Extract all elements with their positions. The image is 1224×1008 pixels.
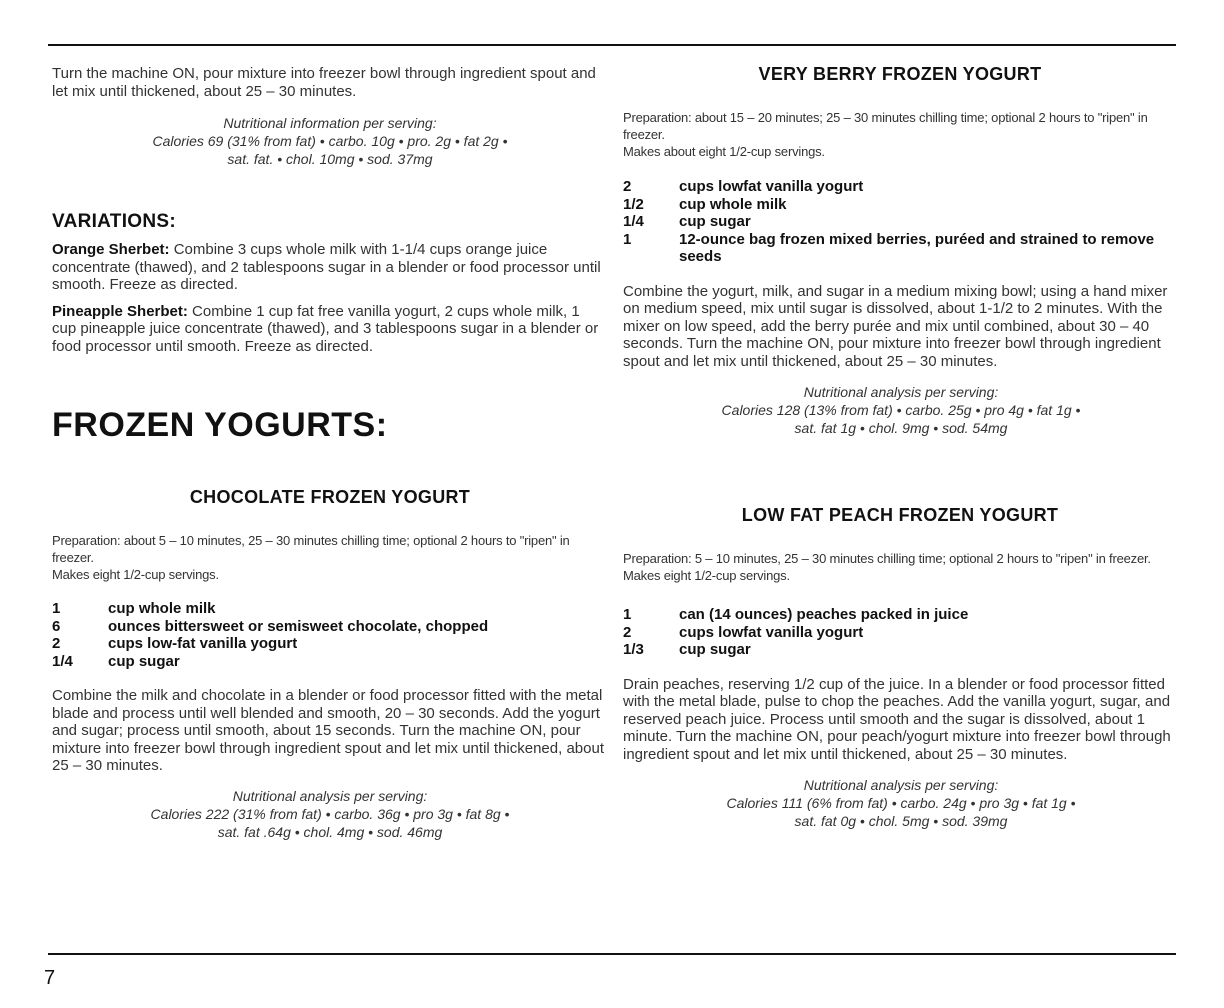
chocolate-title: CHOCOLATE FROZEN YOGURT <box>189 487 471 507</box>
nutrition-line2: sat. fat 1g • chol. 9mg • sod. 54mg <box>794 420 1008 436</box>
nutrition-line2: sat. fat. • chol. 10mg • sod. 37mg <box>227 151 433 167</box>
ingredient-text: cup sugar <box>679 641 751 658</box>
nutrition-line1: Calories 222 (31% from fat) • carbo. 36g • pro 3g • fat 8g • <box>150 805 510 822</box>
ingredient-row <box>623 178 1179 196</box>
left-intro <box>52 65 608 168</box>
ingredient-row <box>623 641 1179 659</box>
bottom-rule <box>48 953 1176 955</box>
ingredient-row <box>52 653 608 671</box>
nutrition-line2: sat. fat 0g • chol. 5mg • sod. 39mg <box>794 813 1008 829</box>
nutrition-line1: Calories 128 (13% from fat) • carbo. 25g • pro 4g • fat 1g • <box>721 402 1081 418</box>
variations-block <box>52 211 608 355</box>
ingredient-row <box>623 231 1179 266</box>
berry-prep: Preparation: about 15 – 20 minutes; 25 – 30 minutes chilling time; optional 2 hours to "ripen" in freezer. <box>623 110 1148 142</box>
ingredient-text: cup sugar <box>679 213 751 230</box>
ingredient-qty: 2 <box>623 623 632 641</box>
chocolate-ingredients <box>52 600 608 670</box>
ingredient-row <box>623 606 1179 624</box>
section-title: FROZEN YOGURTS: <box>52 406 388 444</box>
ingredient-row <box>52 635 608 653</box>
ingredient-qty: 1 <box>52 600 61 617</box>
berry-ingredients <box>623 178 1179 266</box>
ingredient-qty: 1/4 <box>623 213 644 230</box>
ingredient-qty: 6 <box>52 617 61 635</box>
ingredient-row <box>52 618 608 636</box>
variation-name: Pineapple Sherbet: <box>52 302 188 320</box>
intro-text: Turn the machine ON, pour mixture into freezer bowl through ingredient spout and let mix until thickened, about 25 – 30 minutes. <box>52 65 596 100</box>
nutrition-line1: Calories 69 (31% from fat) • carbo. 10g • pro. 2g • fat 2g • <box>152 133 508 149</box>
nutrition-heading: Nutritional analysis per serving: <box>232 787 428 804</box>
ingredient-text: cup whole milk <box>679 195 787 213</box>
ingredient-row <box>623 213 1179 231</box>
peach-method: Drain peaches, reserving 1/2 cup of the juice. In a blender or food processor fitted with the metal blade, pulse to chop the peaches. Add the vanilla yogurt, sugar, and reserved peach juice. Process until smooth and the sugar is dissolved, about 1 minute. Turn the machine ON, pour peach/yogurt mixture into freezer bowl through ingredient spout and let mix until thickened, about 25 – 30 minutes. <box>623 675 1171 763</box>
variation-text: Combine 3 cups whole milk with 1-1/4 cups orange juice concentrate (thawed), and 2 tablespoons sugar in a blender or food processor until smooth. Freeze as directed. <box>52 241 601 293</box>
ingredient-qty: 2 <box>623 178 632 195</box>
variation-name: Orange Sherbet: <box>52 241 170 258</box>
ingredient-qty: 1/4 <box>52 652 73 670</box>
berry-title: VERY BERRY FROZEN YOGURT <box>758 64 1042 84</box>
ingredient-row <box>623 196 1179 214</box>
chocolate-makes: Makes eight 1/2-cup servings. <box>52 567 219 582</box>
variations-title: VARIATIONS: <box>52 211 176 232</box>
peach-title: LOW FAT PEACH FROZEN YOGURT <box>741 505 1059 525</box>
ingredient-row <box>52 600 608 618</box>
ingredient-row <box>623 624 1179 642</box>
ingredient-text: cups lowfat vanilla yogurt <box>679 178 864 195</box>
ingredient-qty: 1 <box>623 606 632 623</box>
top-rule <box>48 44 1176 46</box>
chocolate-recipe <box>52 532 608 841</box>
chocolate-prep: Preparation: about 5 – 10 minutes, 25 – 30 minutes chilling time; optional 2 hours to "ripen" in freezer. <box>52 533 570 565</box>
ingredient-text: 12-ounce bag frozen mixed berries, puréed and strained to remove seeds <box>679 230 1155 265</box>
peach-prep: Preparation: 5 – 10 minutes, 25 – 30 minutes chilling time; optional 2 hours to "ripen" in freezer. <box>623 551 1151 566</box>
chocolate-nutrition <box>52 787 608 841</box>
berry-method: Combine the yogurt, milk, and sugar in a medium mixing bowl; using a hand mixer on medium speed, mix until sugar is dissolved, about 1-1/2 to 2 minutes. With the mixer on low speed, add the berry purée and mix until combined, about 30 – 40 seconds. Turn the machine ON, pour mixture into freezer bowl through ingredient spout and let mix until thickened, about 25 – 30 minutes. <box>623 282 1168 370</box>
berry-makes: Makes about eight 1/2-cup servings. <box>623 144 825 159</box>
peach-ingredients <box>623 606 1179 659</box>
berry-recipe <box>623 109 1179 437</box>
intro-nutrition <box>52 114 608 168</box>
variation-text: Combine 1 cup fat free vanilla yogurt, 2 cups whole milk, 1 cup pineapple juice concentrate (thawed), and 3 tablespoons sugar in a blender or food processor until smooth. Freeze as directed. <box>52 302 599 355</box>
nutrition-heading: Nutritional information per serving: <box>223 115 437 131</box>
ingredient-text: cup sugar <box>108 652 180 670</box>
variation-orange <box>52 241 608 294</box>
ingredient-text: cup whole milk <box>108 600 216 617</box>
nutrition-heading: Nutritional analysis per serving: <box>803 384 999 400</box>
variation-pineapple <box>52 303 608 356</box>
peach-recipe <box>623 550 1179 830</box>
peach-nutrition <box>623 776 1179 830</box>
ingredient-text: can (14 ounces) peaches packed in juice <box>679 606 969 623</box>
chocolate-method: Combine the milk and chocolate in a blender or food processor fitted with the metal blade and process until well blended and smooth, 20 – 30 seconds. Add the yogurt and sugar; process until smooth, about 15 seconds. Turn the machine ON, pour mixture into freezer bowl through ingredient spout and let mix until thickened, about 25 – 30 minutes. <box>52 687 604 774</box>
ingredient-text: cups low-fat vanilla yogurt <box>108 635 298 652</box>
nutrition-heading: Nutritional analysis per serving: <box>803 777 999 793</box>
nutrition-line1: Calories 111 (6% from fat) • carbo. 24g • pro 3g • fat 1g • <box>726 795 1076 811</box>
ingredient-qty: 1/2 <box>623 195 644 213</box>
ingredient-qty: 1 <box>623 230 632 248</box>
berry-nutrition <box>623 383 1179 437</box>
ingredient-text: ounces bittersweet or semisweet chocolate, chopped <box>108 617 489 635</box>
ingredient-qty: 2 <box>52 635 61 652</box>
ingredient-qty: 1/3 <box>623 641 644 658</box>
peach-makes: Makes eight 1/2-cup servings. <box>623 568 790 583</box>
nutrition-line2: sat. fat .64g • chol. 4mg • sod. 46mg <box>217 823 443 840</box>
page-number: 7 <box>44 967 56 989</box>
ingredient-text: cups lowfat vanilla yogurt <box>679 623 864 641</box>
